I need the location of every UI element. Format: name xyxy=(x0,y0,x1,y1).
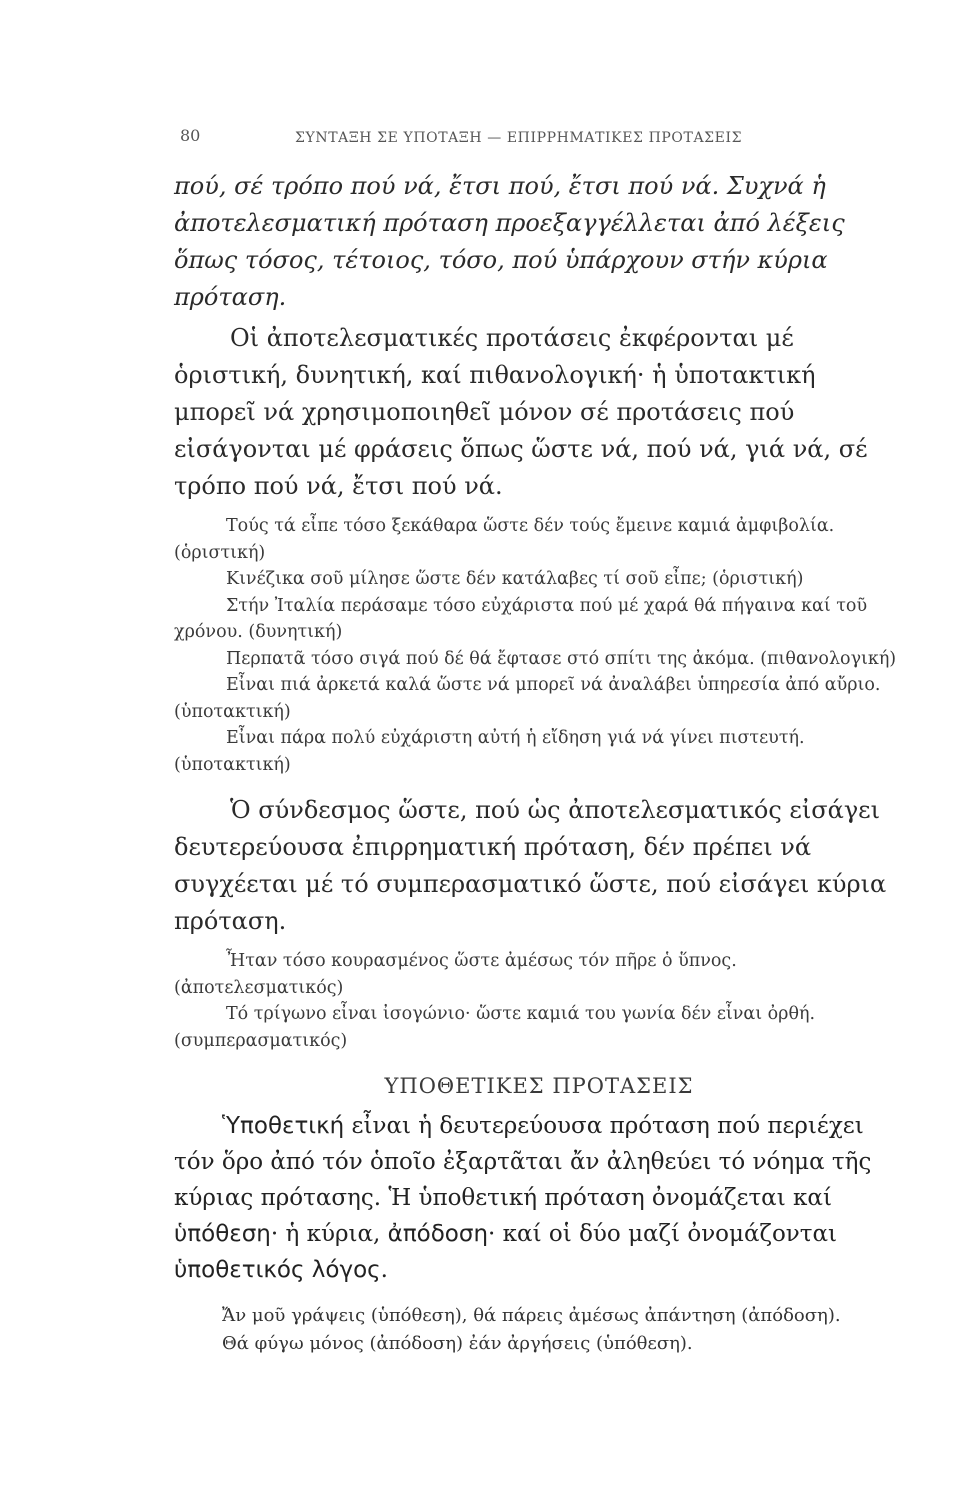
paragraph-continuation: πού, σέ τρόπο πού νά, ἔτσι πού, ἔτσι πού νά. Συχνά ἡ ἀποτελεσματική πρόταση προεξαγγέλλεται ἀπό λέξεις ὅπως τόσος, τέτοιος, τόσο, πού ὑπάρχουν στήν κύρια πρόταση. xyxy=(174,172,845,311)
example-3: Στήν Ἰταλία περάσαμε τόσο εὐχάριστα πού μέ χαρά θά πήγαινα καί τοῦ χρόνου. (δυνητική) xyxy=(174,595,868,642)
body-text xyxy=(174,168,904,1358)
term-apodosis: ἀπόδοση xyxy=(387,1221,489,1247)
definition-text-2: · ἡ κύρια, xyxy=(270,1221,388,1247)
running-head: ΣΥΝΤΑΞΗ ΣΕ ΥΠΟΤΑΞΗ — ΕΠΙΡΡΗΜΑΤΙΚΕΣ ΠΡΟΤΑΣΕΙΣ xyxy=(295,130,743,146)
example-5: Εἶναι πιά ἀρκετά καλά ὥστε νά μπορεῖ νά ἀναλάβει ὑπηρεσία ἀπό αὔριο. (ὑποτακτική) xyxy=(174,675,881,722)
term-conditional-sentence: ὑποθετικός λόγος xyxy=(174,1257,381,1283)
page-number: 80 xyxy=(180,126,201,145)
definition-text-3: · καί οἱ δύο μαζί ὀνομάζονται xyxy=(488,1221,838,1247)
example-6: Εἶναι πάρα πολύ εὐχάριστη αὐτή ἡ εἴδηση γιά νά γίνει πιστευτή. (ὑποτακτική) xyxy=(174,728,805,775)
conditional-example-1: Ἄν μοῦ γράψεις (ὑπόθεση), θά πάρεις ἀμέσως ἀπάντηση (ἀπόδοση). xyxy=(222,1305,841,1326)
definition-paragraph xyxy=(174,1108,904,1288)
example-2: Κινέζικα σοῦ μίλησε ὥστε δέν κατάλαβες τί σοῦ εἶπε; (ὁριστική) xyxy=(226,569,804,589)
definition-text-4: . xyxy=(380,1257,388,1283)
example-4: Περπατᾶ τόσο σιγά πού δέ θά ἔφτασε στό σπίτι της ἀκόμα. (πιθανολογική) xyxy=(226,648,897,669)
term-protasis: ὑπόθεση xyxy=(174,1221,271,1247)
term-hypothetical: Ὑποθετική xyxy=(222,1113,345,1139)
paragraph-moods: Οἱ ἀποτελεσματικές προτάσεις ἐκφέρονται μέ ὁριστική, δυνητική, καί πιθανολογική· ἡ ὑποτακτική μπορεῖ νά χρησιμοποιηθεῖ μόνον σέ προτάσεις πού εἰσάγονται μέ φράσεις ὅπως ὥστε νά, πού νά, γιά νά, σέ τρόπο πού νά, ἔτσι πού νά. xyxy=(174,324,868,500)
example-8: Τό τρίγωνο εἶναι ἰσογώνιο· ὥστε καμιά του γωνία δέν εἶναι ὀρθή. (συμπερασματικός) xyxy=(174,1004,816,1051)
section-title: ΥΠΟΘΕΤΙΚΕΣ ΠΡΟΤΑΣΕΙΣ xyxy=(384,1074,694,1098)
conditional-example-2: Θά φύγω μόνος (ἀπόδοση) ἐάν ἀργήσεις (ὑπόθεση). xyxy=(222,1333,693,1354)
paragraph-conjunction: Ὁ σύνδεσμος ὥστε, πού ὡς ἀποτελεσματικός εἰσάγει δευτερεύουσα ἐπιρρηματική πρόταση, δέν πρέπει νά συγχέεται μέ τό συμπερασματικό ὥστε, πού εἰσάγει κύρια πρόταση. xyxy=(174,796,887,935)
example-1: Τούς τά εἶπε τόσο ξεκάθαρα ὥστε δέν τούς ἔμεινε καμιά ἀμφιβολία. (ὁριστική) xyxy=(174,516,835,563)
example-7: Ἦταν τόσο κουρασμένος ὥστε ἀμέσως τόν πῆρε ὁ ὕπνος. (ἀποτελεσματικός) xyxy=(174,951,737,998)
definition-text-1: εἶναι ἡ δευτερεύουσα πρόταση πού περιέχει τόν ὅρο ἀπό τόν ὁποῖο ἐξαρτᾶται ἄν ἀληθεύει τό νόημα τῆς κύριας πρότασης. Ἡ ὑποθετική πρόταση ὀνομάζεται καί xyxy=(174,1113,872,1211)
